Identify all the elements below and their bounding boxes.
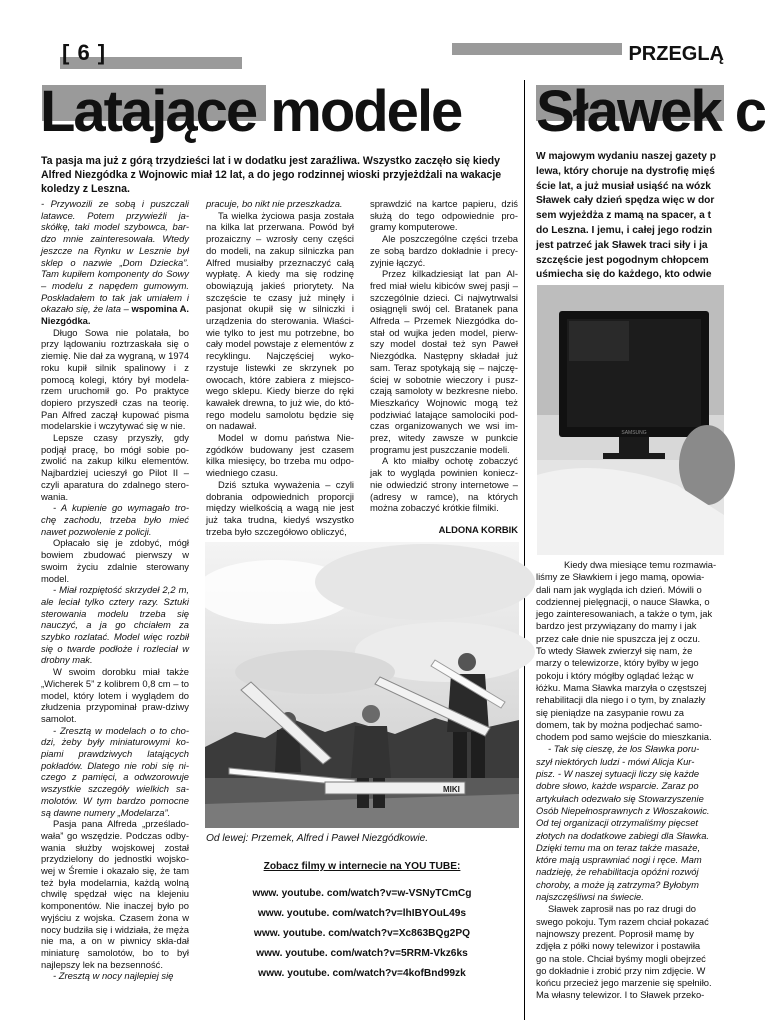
- text-column-1: [41, 198, 189, 982]
- text-line: marzy o telewizorze, który byłby w jego: [536, 657, 699, 669]
- quote-line: - Tak się cieszę, że los Sławka poru-: [548, 743, 700, 755]
- lead-line: do Leszna. I jemu, i całej jego rodzin: [536, 224, 713, 236]
- paragraph: Pasja pana Alfreda „prześlado-wała” go wszędzie. Podczas odby-wania służby wojskowej został przydzielony do jednostki wojsko-wej w Śremie i okazało się, że tam też była modelarnia, każdą wolną chwilę spędzał więc na klejeniu komponentów. Nie inaczej było po wyjściu z wojska. Czasem żona w nocy budziła się i widziała, że męża nie ma, a on w piwnicy skła-dał miniaturę samolotów, bo to był najlepszy lek na bezsenność.: [41, 818, 189, 970]
- quote-line: najszczęśliwsi na świecie.: [536, 891, 644, 903]
- text-line: liśmy ze Sławkiem i jego mamą, opowia-: [536, 571, 705, 583]
- text-line: chodem pod samo wejście do mieszkania.: [536, 731, 712, 743]
- paragraph: Ale poszczególne części trzeba ze sobą bardzo dokładnie i precy-zyjnie łączyć.: [370, 233, 518, 268]
- lead-line: lewa, który choruje na dystrofię mięś: [536, 165, 715, 177]
- photo-caption: Od lewej: Przemek, Alfred i Paweł Niezgódkowie.: [206, 833, 429, 844]
- text-column-3: [370, 198, 518, 516]
- model-plane-bottom: [325, 782, 465, 794]
- page-number: [ 6 ]: [62, 40, 107, 65]
- quote-paragraph: pracuje, bo nikt nie przeszkadza.: [206, 198, 343, 209]
- photo-model-planes: [205, 542, 519, 828]
- article-lead-right: [536, 150, 724, 283]
- text-line: go na stole. Chciał byśmy mogli obejrzeć: [536, 952, 706, 964]
- quote-line: Od tej organizacji otrzymaliśmy pięcset: [536, 817, 699, 829]
- paragraph: Przez kilkadziesiąt lat pan Al-fred miał wielu kibiców swej pasji – szczególnie dzieci. Ci najwytrwalsi osiągnęli swój cel. Bratanek pana Alfreda – Przemek Niezgódka do-stał od wujka jeden model, pierw-szy model dostał też syn Paweł Niezgódka. Następny składał już sam. Teraz spotykają się – najczę-ściej w sobotnie wieczory i pusz-czają samoloty w bezkresne niebo. Mieszkańcy Wojnowic mogą też podziwiać latające samolociki pod-czas organizowanych we wsi im-prez, witedy zawsze w punkcie programu jest puszczanie modeli.: [370, 268, 518, 455]
- article-headline: Latające modele: [40, 79, 462, 144]
- article-headline-right: Sławek c: [536, 79, 765, 144]
- youtube-link[interactable]: www. youtube. com/watch?v=lhIBYOuL49s: [257, 908, 467, 919]
- youtube-link[interactable]: www. youtube. com/watch?v=Xc863BQg2PQ: [253, 928, 471, 939]
- paragraph: Lepsze czasy przyszły, gdy podjął pracę, bo mógł sobie po-zwolić na zakup kilku elementów. Najbardziej ucieszył go Pilot II – czyli aparatura do zdalnego stero-wania.: [41, 432, 189, 502]
- quote-line: dobre słowo, każde wsparcie. Zaraz po: [536, 780, 699, 792]
- section-title: PRZEGLĄ: [628, 43, 724, 65]
- lead-line: uśmiecha się do każdego, kto odwie: [536, 269, 712, 281]
- quote-line: choroby, a może ją zatrzyma? Byłobym: [536, 878, 699, 890]
- text-line: przez całe dnie nie spuszcza jej z oczu.: [536, 632, 701, 644]
- youtube-link[interactable]: www. youtube. com/watch?v=5RRM-Vkz6ks: [256, 948, 468, 959]
- quote-paragraph: - Przywozili ze sobą i puszczali latawce. Potem przywieźli ja-skółkę, taki model szybowca, bar-dzo mnie zainteresowała. Wtedy jeszcze na Rynku w Lesznie był sklep o nazwie „Dom Dziecka”. Tam kupiłem komponenty do Sowy – modelu z napędem gumowym. Poskładałem to tak jak umiałem i okazało się, że lata –: [41, 198, 189, 315]
- paragraph: Opłacało się je zdobyć, mógł bowiem zbudować pierwszy w swoim życiu zdalnie sterowany model.: [41, 537, 189, 584]
- text-line: dali nam jak wygląda ich dzień. Mówili o: [536, 583, 702, 595]
- text-line: go dokładnie i zrobić przy nim zdjęcie. W: [536, 964, 706, 976]
- quote-paragraph: - Zresztą w nocy najlepiej się: [53, 970, 174, 982]
- text-line: Ma własny telewizor. I to Sławek przeko-: [536, 989, 705, 1001]
- quote-line: nadzieję, że rehabilitacja opóźni rozwój: [536, 866, 699, 878]
- model-label: MIKI: [443, 785, 460, 794]
- youtube-link[interactable]: www. youtube. com/watch?v=4kofBnd99zk: [258, 968, 466, 979]
- lead-line: szczęście jest pogodnym chłopcem: [536, 254, 709, 266]
- quote-attribution: wspomina A. Niezgódka.: [41, 303, 189, 327]
- column-divider: [524, 80, 525, 1020]
- text-line: codziennej pielęgnacji, o nauce Sławka, o: [536, 595, 710, 607]
- text-line: zdjęła z półki nowy telewizor i postawiła: [536, 940, 701, 952]
- paragraph: sprawdzić na kartce papieru, dziś służą do tego odpowiednie pro-gramy komputerowe.: [370, 198, 518, 233]
- quote-line: pisz. - W naszej sytuacji liczy się każde: [536, 768, 700, 780]
- youtube-links-box: [206, 857, 518, 984]
- article-author: ALDONA KORBIK: [438, 524, 518, 535]
- tv-set: [559, 311, 709, 459]
- lead-line: Sławek cały dzień spędza więc w dor: [536, 195, 715, 207]
- youtube-link[interactable]: www. youtube. com/watch?v=w-VSNyTCmCg: [252, 888, 472, 899]
- text-line: się pieniądze na zasypanie rowu za: [536, 706, 685, 718]
- quote-paragraph: - Zresztą w modelach o to cho-dzi, żeby były miniaturowymi ko-piami prawdziwych latających pokładów. Dlatego nie robi się ni-czego z pamięci, a odwzorowuje wszystkie szczegóły wielkich sa-molotów. W tym bardzo pomocne są dawne numery „Modelarza”.: [41, 724, 189, 818]
- text-line: bardzo jest przywiązany do mamy i jak: [536, 620, 697, 632]
- tv-brand: SAMSUNG: [621, 430, 647, 436]
- paragraph: Model w domu państwa Nie-zgódków budowany jest czasem kilka miesięcy, bo trzeba mu odpo-wiedniego czasu.: [206, 432, 354, 479]
- photo-television: [537, 285, 724, 555]
- text-column-2: [206, 198, 354, 538]
- text-line: To wtedy Sławek zwierzył się nam, że: [536, 645, 693, 657]
- text-line: Sławek zaprosił nas po raz drugi do: [548, 903, 696, 915]
- youtube-box-header: Zobacz filmy w internecie na YOU TUBE:: [263, 861, 461, 872]
- lead-line: sem wyjeżdża z mamą na spacer, a t: [536, 210, 711, 222]
- text-line: końcu przecież jego marzenie się spełniło.: [536, 977, 712, 989]
- text-line: jego zainteresowaniach, a także o tym, jak: [536, 608, 713, 620]
- quote-paragraph: - Miał rozpiętość skrzydeł 2,2 m, ale leciał tylko cztery razy. Sztuki sterowania modelu trzeba się nauczyć, a ja go chciałem za szybko rozlatać. Model więc rozbił się o twarde podłoże i rozleciał w drobny mak.: [41, 584, 189, 666]
- quote-line: Dzięki temu ma on teraz także masaże,: [536, 841, 701, 853]
- paragraph: Długo Sowa nie polatała, bo przy lądowaniu roztrzaskała się o ziemię. Nie dał za wygraną, w 1974 roku kupił silnik spalinowy i z pomocą kolegi, który był modela-rzem uruchomił go. Po praktyce dopiero przyszedł czas na teorię. Pan Alfred zaczął kupować pisma modelarskie i wczytywać się w nie.: [41, 326, 189, 432]
- text-line: najnowszy prezent. Poprosił mamę by: [536, 927, 694, 939]
- text-line: pokoju i który mógłby oglądać leżąc w: [536, 669, 694, 681]
- text-line: swego pokoju. Tym razem chciał pokazać: [536, 915, 709, 927]
- text-line: rehabilitacji dla niego i o tym, by znalazły: [536, 694, 706, 706]
- article-lead: Ta pasja ma już z górą trzydzieści lat i w dodatku jest zaraźliwa. Wszystko zaczęło się kiedy Alfred Niezgódka z Wojnowic miał 12 lat, a do jego rodzinnej wioski przyjeżdżali na wakacje koledzy z Leszna.: [41, 155, 502, 195]
- header-bar-right: [452, 43, 622, 55]
- lead-line: ście lat, a już musiał usiąść na wózk: [536, 180, 711, 192]
- quote-line: które mają usprawniać nogi i ręce. Mam: [536, 854, 702, 866]
- lead-line: jest patrzeć jak Sławek traci siły i ja: [536, 239, 708, 251]
- lead-line: W majowym wydaniu naszej gazety p: [536, 151, 717, 162]
- quote-line: szył niektórych ludzi - mówi Alicja Kur-: [536, 755, 695, 767]
- text-line: łóżku. Mama Sławka marzyła o częstszej: [536, 681, 707, 693]
- text-column-right: [536, 559, 724, 1019]
- quote-paragraph: - A kupienie go wymagało tro-chę zachodu, trzeba było mieć nawet pozwolenie z policji.: [41, 502, 189, 537]
- paragraph: Kiedy dwa miesiące temu rozmawia-: [564, 559, 717, 570]
- paragraph: Ta wielka życiowa pasja została na kilka lat przerwana. Powód był prozaiczny – wzrosły ceny części do modeli, na zakup silniczka pan Alfred musiałby przeznaczyć całą wypłatę. A kiedy ma się rodzinę obowiązują jakieś priorytety. Na szczęście te czasy już minęły i pasjonat okupił się w silniczki i urządzenia do sterowania. Właści-wie tylko to jest mu potrzebne, bo cały model powstaje z elementów z recyklingu. Najczęściej wyko-rzystuje listewki ze skrzynek po owocach, które zabiera z miejsco-wego sklepu. Kiedy bierze do ręki kawałek drewna, to już wie, do któ-rego modelu samolotu będzie się on nadawał.: [206, 209, 354, 432]
- paragraph: Dziś sztuka wyważenia – czyli dobrania odpowiednich proporcji między wielkością a wagą nie jest już taka trudna, kiedyś wszystko trzeba było szczegółowo obliczyć,: [206, 478, 354, 537]
- paragraph: A kto miałby ochotę zobaczyć jak to wygląda powinien koniecz-nie odwiedzić strony internetowe – (adresy w ramce), na których można zobaczyć krótkie filmiki.: [370, 455, 518, 514]
- quote-line: Osób Niepełnosprawnych z Włoszakowic.: [536, 804, 710, 816]
- paragraph: W swoim dorobku miał także „Wicherek 5” z kolibrem 0,8 cm – to model, który lotem i wyglądem do złudzenia przypominał praw-dziwy samolot.: [41, 666, 189, 724]
- quote-line: artykułach odezwało się Stowarzyszenie: [536, 792, 704, 804]
- text-line: domem, tak by można podjechać samo-: [536, 718, 703, 730]
- quote-line: złotych na dodatkowe zabiegi dla Sławka.: [536, 829, 710, 841]
